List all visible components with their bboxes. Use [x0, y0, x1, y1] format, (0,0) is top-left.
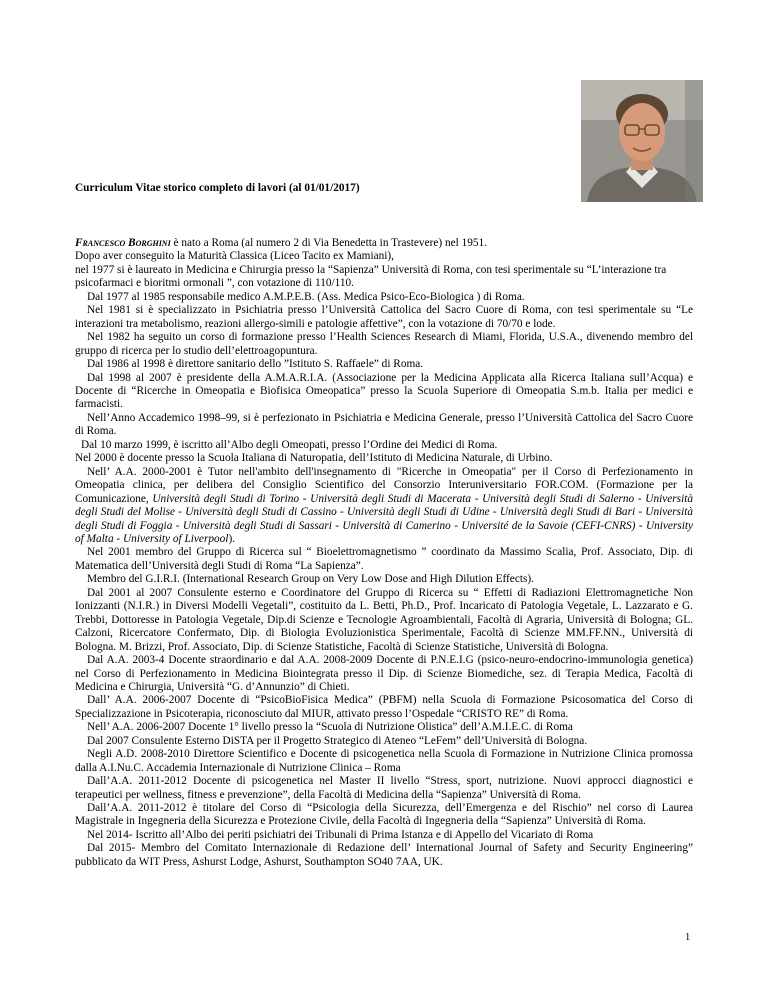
- cv-body: [75, 237, 693, 869]
- paragraph-psichiatria: Nel 1981 si è specializzato in Psichiatria presso l’Università Cattolica del Sacro Cuore di Roma, con tesi sperimentale su “Le interazioni tra metabolismo, reazioni allergo-simili e patologie affettive”, con la votazione di 70/70 e lode.: [75, 304, 693, 330]
- author-photo: [581, 80, 703, 202]
- author-name: Francesco Borghini: [75, 237, 171, 249]
- paragraph-dista: Dal 2007 Consulente Esterno DiSTA per il Progetto Strategico di Ateneo “LeFem” dell’Università di Bologna.: [87, 734, 588, 747]
- paragraph-psicologia-sicurezza: Dall’A.A. 2011-2012 è titolare del Corso di “Psicologia della Sicurezza, dell’Emergenza e del Rischio” nel corso di Laurea Magistrale in Ingegneria della Sicurezza e Protezione Civile, della Facoltà di Ingegneria della “Sapienza” Università di Roma.: [75, 802, 693, 828]
- paragraph-radiazioni: Dal 2001 al 2007 Consulente esterno e Coordinatore del Gruppo di Ricerca su “ Effetti di Radiazioni Elettromagnetiche Non Ionizzanti (N.I.R.) in Diversi Modelli Vegetali”, costituito da L. Betti, Ph.D., Prof. Incaricato di Patologia Vegetale, L. Lazzarato e G. Trebbi, Dottoresse in Patologia Vegetale, Dip.di Scienze e Tecnologie Agroambientali, Facoltà di Agraria, Università di Bologna; GL. Calzoni, Ricercatore Confermato, Dip. di Biologia Evoluzionistica Sperimentale, Facoltà di Scienze MM.FF.NN., Università di Bologna. M. Brizzi, Prof. Associato, Dip. di Scienze Statistiche, Facoltà di Scienze Statistiche, Università di Bologna.: [75, 586, 693, 653]
- paragraph-forcom: Nell’ A.A. 2000-2001 è Tutor nell'ambito dell'insegnamento di "Ricerche in Omeopatia" per il Corso di Perfezionamento in Omeopatia clinica, per delibera del Consiglio Scientifico del Consorzio Interuniversitario FOR.COM. (Formazione per la Comunicazione, Università degli Studi di Torino - Università degli Studi di Macerata - Università degli Studi di Salerno - Università degli Studi del Molise - Università degli Studi di Cassino - Università degli Studi di Udine - Università degli Studi di Bari - Università degli Studi di Foggia - Università degli Studi di Sassari - Università di Camerino - Université de la Savoie (CEFI-CNRS) - University of Malta - University of Liverpool).: [75, 465, 693, 545]
- paragraph-san-raffaele: Dal 1986 al 1998 è direttore sanitario dello ”Istituto S. Raffaele” di Roma.: [87, 358, 424, 371]
- paragraph-naturopatia: Nel 2000 è docente presso la Scuola Italiana di Naturopatia, dell’Istituto di Medicina Naturale, di Urbino.: [75, 452, 553, 465]
- paragraph-comitato: Dal 2015- Membro del Comitato Internazionale di Redazione dell’ International Journal of Safety and Security Engineering” pubblicato da WIT Press, Ashurst Lodge, Ashurst, Southampton SO40 7AA, UK.: [75, 842, 693, 868]
- paragraph-nutrizione-olistica: Nell’ A.A. 2006-2007 Docente 1° livello presso la “Scuola di Nutrizione Olistica” dell’A.M.I.E.C. di Roma: [87, 721, 573, 734]
- paragraph-ainuc: Negli A.D. 2008-2010 Direttore Scientifico e Docente di psicogenetica nella Scuola di Formazione in Nutrizione Clinica promossa dalla A.I.Nu.C. Accademia Internazionale di Nutrizione Clinica – Roma: [75, 748, 693, 774]
- paragraph-birth: Francesco Borghini è nato a Roma (al numero 2 di Via Benedetta in Trastevere) nel 1951.: [75, 237, 487, 249]
- paragraph-maturita: Dopo aver conseguito la Maturità Classica (Liceo Tacito ex Mamiani),: [75, 250, 394, 263]
- paragraph-pneig: Dal A.A. 2003-4 Docente straordinario e dal A.A. 2008-2009 Docente di P.N.E.I.G (psico-neuro-endocrino-immunologia genetica) nel Corso di Perfezionamento in Medicina Biointegrata presso il Dip. di Scienze Biomediche, sez. di Terapia Medica, Facoltà di Medicina e Chirurgia, Università “G. d’Annunzio” di Chieti.: [75, 654, 693, 693]
- paragraph-ampeb: Dal 1977 al 1985 responsabile medico A.M.P.E.B. (Ass. Medica Psico-Eco-Biologica ) di Roma.: [87, 290, 525, 303]
- paragraph-pbfm: Dall’ A.A. 2006-2007 Docente di “PsicoBioFisica Medica” (PBFM) nella Scuola di Formazione Psicosomatica del Corso di Specializzazione in Psicoterapia, riconosciuto dal MIUR, attivato presso l’Ospedale “CRISTO RE” di Roma.: [75, 694, 693, 720]
- paragraph-amaria: Dal 1998 al 2007 è presidente della A.M.A.R.I.A. (Associazione per la Medicina Applicata alla Ricerca Italiana sull’Acqua) e Docente di “Ricerche in Omeopatia e Biofisica Omeopatica” presso la Scuola Superiore di Omeopatia S.m.b. Italia per medici e farmacisti.: [75, 371, 693, 411]
- paragraph-giri: Membro del G.I.R.I. (International Research Group on Very Low Dose and High Dilution Effects).: [87, 573, 534, 586]
- paragraph-periti: Nel 2014- Iscritto all’Albo dei periti psichiatri dei Tribunali di Prima Istanza e di Appello del Vicariato di Roma: [87, 828, 594, 841]
- paragraph-albo-omeopati: Dal 10 marzo 1999, è iscritto all’Albo degli Omeopati, presso l’Ordine dei Medici di Roma.: [81, 438, 498, 451]
- paragraph-miami: Nel 1982 ha seguito un corso di formazione presso l’Health Sciences Research di Miami, Florida, U.S.A., divenendo membro del gruppo di ricerca per lo studio dell’elettroagopuntura.: [75, 331, 693, 357]
- paragraph-perfezionamento: Nell’Anno Accademico 1998–99, si è perfezionato in Psichiatria e Medicina Generale, presso l’Università Cattolica del Sacro Cuore di Roma.: [75, 411, 693, 438]
- document-title: Curriculum Vitae storico completo di lavori (al 01/01/2017): [75, 182, 360, 194]
- page-number: 1: [685, 932, 691, 943]
- paragraph-laurea: nel 1977 si è laureato in Medicina e Chirurgia presso la “Sapienza” Università di Roma, con tesi sperimentale su “L’interazione tra psicofarmaci e bioritmi ormonali ”, con votazione di 110/110.: [75, 263, 667, 290]
- paragraph-master: Dall’A.A. 2011-2012 Docente di psicogenetica nel Master II livello “Stress, sport, nutrizione. Nuovi approcci diagnostici e terapeutici per wellness, fitness e prevenzione”, della Facoltà di Medicina della “Sapienza” Università di Roma.: [75, 775, 693, 801]
- paragraph-bioelettromagnetismo: Nel 2001 membro del Gruppo di Ricerca sul “ Bioelettromagnetismo ” coordinato da Massimo Scalia, Prof. Associato, Dip. di Matematica dell’Università degli Studi di Roma “La Sapienza”.: [75, 546, 693, 572]
